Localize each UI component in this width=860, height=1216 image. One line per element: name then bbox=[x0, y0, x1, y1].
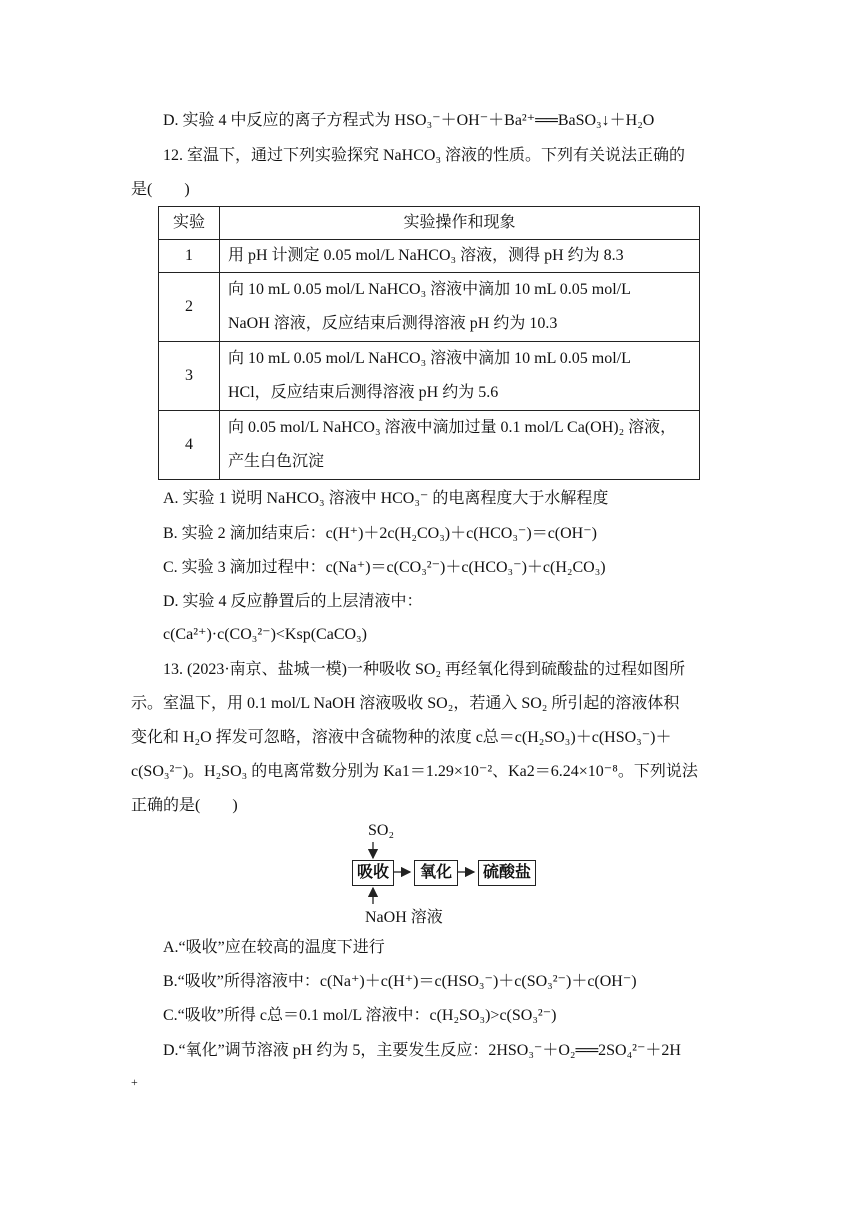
q13-stem-line: 示。室温下，用 0.1 mol/L NaOH 溶液吸收 SO₂，若通入 SO₂ 所引起的溶液体积 bbox=[131, 695, 680, 712]
q12-stem-line2: 是( ) bbox=[131, 181, 190, 198]
table-cell-desc bbox=[220, 240, 700, 273]
table-row bbox=[159, 411, 700, 480]
desc-line: HCl，反应结束后测得溶液 pH 约为 5.6 bbox=[228, 384, 499, 401]
table-row bbox=[159, 240, 700, 273]
q12-stem-line1: 12. 室温下，通过下列实验探究 NaHCO₃ 溶液的性质。下列有关说法正确的 bbox=[163, 147, 686, 164]
diagram-naoh-label: NaOH 溶液 bbox=[365, 909, 443, 926]
diagram-box-sulfate: 硫酸盐 bbox=[478, 860, 536, 886]
q13-option-b: B.“吸收”所得溶液中：c(Na⁺)＋c(H⁺)＝c(HSO₃⁻)＋c(SO₃²⁻)＋c(OH⁻) bbox=[163, 973, 637, 990]
table-cell-no: 2 bbox=[159, 273, 220, 342]
desc-line: 向 0.05 mol/L NaHCO₃ 溶液中滴加过量 0.1 mol/L Ca(OH)₂ 溶液， bbox=[228, 419, 677, 436]
table-cell-no: 1 bbox=[159, 240, 220, 273]
q13-stem-line: c(SO₃²⁻)。H₂SO₃ 的电离常数分别为 Ka1＝1.29×10⁻²、Ka2＝6.24×10⁻⁸。下列说法 bbox=[131, 763, 698, 780]
q12-option-c: C. 实验 3 滴加过程中：c(Na⁺)＝c(CO₃²⁻)＋c(HCO₃⁻)＋c(H₂CO₃) bbox=[163, 559, 606, 576]
table-header-cell: 实验 bbox=[159, 207, 220, 240]
table-cell-no: 4 bbox=[159, 411, 220, 480]
q12-option-a: A. 实验 1 说明 NaHCO₃ 溶液中 HCO₃⁻ 的电离程度大于水解程度 bbox=[163, 490, 609, 507]
table-cell-no: 3 bbox=[159, 342, 220, 411]
desc-line: 向 10 mL 0.05 mol/L NaHCO₃ 溶液中滴加 10 mL 0.05 mol/L bbox=[228, 350, 631, 367]
q13-stem-line: 13. (2023·南京、盐城一模)一种吸收 SO₂ 再经氧化得到硫酸盐的过程如图所 bbox=[163, 661, 686, 678]
diagram-box-absorb: 吸收 bbox=[352, 860, 394, 886]
q13-option-a: A.“吸收”应在较高的温度下进行 bbox=[163, 939, 385, 956]
q12-option-d: D. 实验 4 反应静置后的上层清液中： bbox=[163, 593, 423, 610]
q12-option-d-formula: c(Ca²⁺)·c(CO₃²⁻)<Ksp(CaCO₃) bbox=[163, 626, 367, 643]
table-row bbox=[159, 342, 700, 411]
table-cell-desc bbox=[220, 411, 700, 480]
q13-option-d-wrap: + bbox=[131, 1075, 138, 1089]
q11-option-d: D. 实验 4 中反应的离子方程式为 HSO₃⁻＋OH⁻＋Ba²⁺══BaSO₃↓＋H₂O bbox=[163, 112, 655, 129]
desc-line: 用 pH 计测定 0.05 mol/L NaHCO₃ 溶液，测得 pH 约为 8.3 bbox=[228, 247, 624, 264]
diagram-box-oxidize: 氧化 bbox=[414, 860, 458, 886]
desc-line: 向 10 mL 0.05 mol/L NaHCO₃ 溶液中滴加 10 mL 0.05 mol/L bbox=[228, 281, 631, 298]
desc-line: NaOH 溶液，反应结束后测得溶液 pH 约为 10.3 bbox=[228, 315, 558, 332]
table-row bbox=[159, 273, 700, 342]
q13-option-c: C.“吸收”所得 c总＝0.1 mol/L 溶液中：c(H₂SO₃)>c(SO₃²⁻) bbox=[163, 1007, 557, 1024]
table-cell-desc bbox=[220, 342, 700, 411]
desc-line: 产生白色沉淀 bbox=[228, 453, 325, 470]
q12-option-b: B. 实验 2 滴加结束后：c(H⁺)＋2c(H₂CO₃)＋c(HCO₃⁻)＝c(OH⁻) bbox=[163, 525, 598, 542]
diagram-so2-label: SO₂ bbox=[368, 822, 395, 839]
table-header-cell: 实验操作和现象 bbox=[220, 207, 700, 240]
q13-stem-line: 变化和 H₂O 挥发可忽略，溶液中含硫物种的浓度 c总＝c(H₂SO₃)＋c(HSO₃⁻)＋ bbox=[131, 729, 672, 746]
table-cell-desc bbox=[220, 273, 700, 342]
q13-stem-line: 正确的是( ) bbox=[131, 797, 238, 814]
q13-option-d: D.“氧化”调节溶液 pH 约为 5，主要发生反应：2HSO₃⁻＋O₂══2SO₄²⁻＋2H bbox=[163, 1042, 681, 1059]
experiment-table bbox=[158, 206, 700, 480]
table-header-row bbox=[159, 207, 700, 240]
process-diagram bbox=[348, 822, 548, 924]
